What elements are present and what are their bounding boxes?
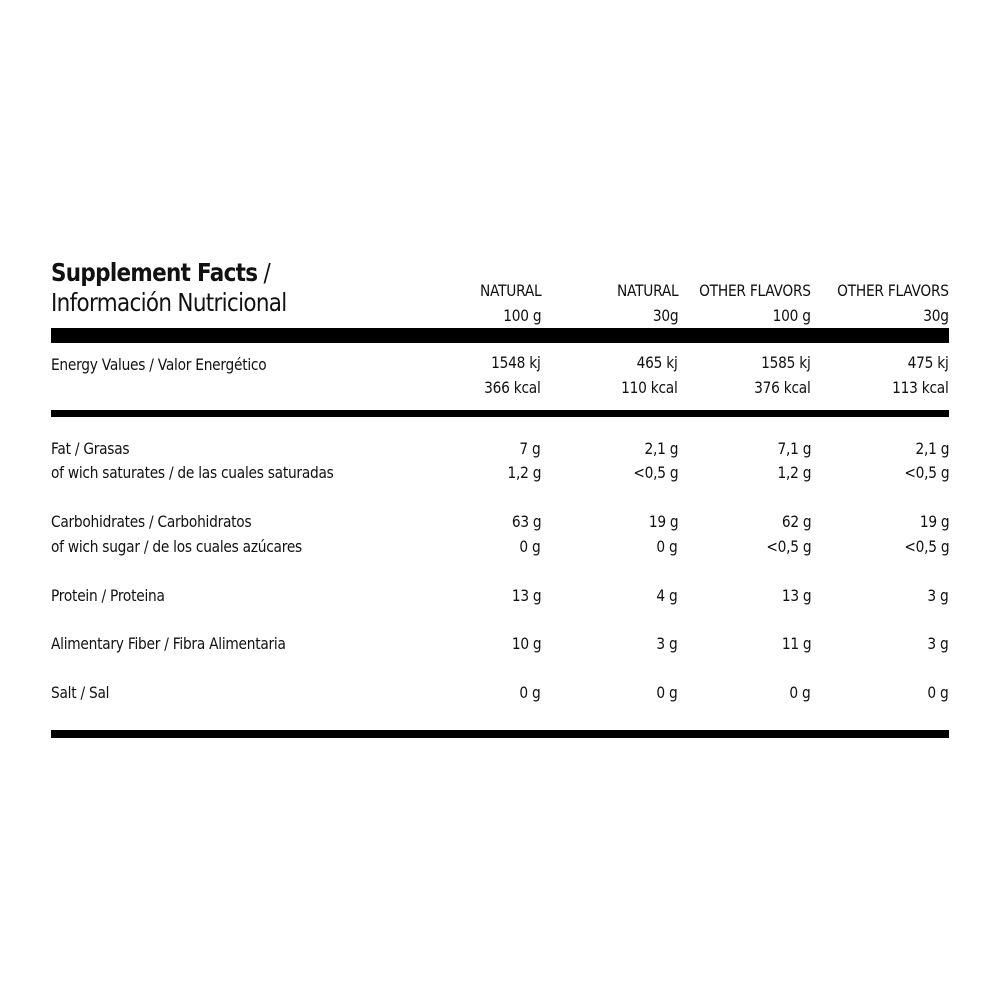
value-text: 4 g <box>656 586 678 605</box>
title-slash: / <box>257 258 271 287</box>
column-header-other-30g <box>819 278 949 328</box>
nutrient-value <box>626 460 678 485</box>
nutrient-value <box>516 436 541 461</box>
value-text: <0,5 g <box>904 463 949 482</box>
value-text: 0 g <box>519 683 541 702</box>
nutrient-value <box>639 436 678 461</box>
nutrient-value <box>924 583 949 608</box>
value-text: 63 g <box>511 512 541 531</box>
value-text: 1,2 g <box>777 463 811 482</box>
nutrient-value <box>653 534 678 559</box>
value-text: 11 g <box>781 634 811 653</box>
nutrient-value <box>653 680 678 705</box>
value-text: 13 g <box>781 586 811 605</box>
nutrient-value <box>644 509 678 534</box>
nutrient-value <box>759 534 811 559</box>
energy-value <box>475 350 541 400</box>
nutrient-value <box>772 436 811 461</box>
value-text: 10 g <box>511 634 541 653</box>
column-flavor: OTHER FLAVORS <box>699 281 811 300</box>
energy-value <box>883 350 949 400</box>
nutrient-value <box>507 583 541 608</box>
energy-kcal: 376 kcal <box>754 378 811 397</box>
nutrient-value <box>897 460 949 485</box>
energy-kj: 1548 kj <box>491 353 541 372</box>
column-flavor: OTHER FLAVORS <box>837 281 949 300</box>
energy-label: Energy Values / Valor Energético <box>51 355 267 374</box>
value-text: <0,5 g <box>766 537 811 556</box>
energy-kcal: 110 kcal <box>621 378 678 397</box>
energy-kcal: 113 kcal <box>892 378 949 397</box>
energy-kj: 1585 kj <box>761 353 811 372</box>
nutrient-value <box>924 680 949 705</box>
column-header-other-100g <box>681 278 811 328</box>
nutrient-label-fat: Fat / Grasas <box>51 439 130 458</box>
nutrient-label-protein: Protein / Proteina <box>51 586 165 605</box>
column-size: 30g <box>923 306 949 325</box>
nutrient-value <box>924 631 949 656</box>
value-text: 3 g <box>927 586 949 605</box>
value-text: 0 g <box>927 683 949 702</box>
value-text: 62 g <box>781 512 811 531</box>
nutrient-value <box>777 583 811 608</box>
header-divider-bar <box>51 328 949 343</box>
value-text: 19 g <box>919 512 949 531</box>
nutrient-value <box>915 509 949 534</box>
value-text: <0,5 g <box>904 537 949 556</box>
energy-divider-bar <box>51 410 949 417</box>
energy-kj: 465 kj <box>637 353 678 372</box>
value-text: 1,2 g <box>507 463 541 482</box>
nutrient-value <box>772 460 811 485</box>
nutrient-value <box>507 631 541 656</box>
value-text: 7 g <box>519 439 541 458</box>
label-title <box>51 258 287 318</box>
nutrient-label-saturates: of wich saturates / de las cuales saturadas <box>51 463 334 482</box>
nutrient-label-fiber: Alimentary Fiber / Fibra Alimentaria <box>51 634 286 653</box>
nutrient-value <box>897 534 949 559</box>
energy-kcal: 366 kcal <box>484 378 541 397</box>
nutrient-value <box>653 631 678 656</box>
value-text: 0 g <box>519 537 541 556</box>
value-text: <0,5 g <box>633 463 678 482</box>
nutrient-label-carbohydrates: Carbohidrates / Carbohidratos <box>51 512 252 531</box>
nutrient-value <box>653 583 678 608</box>
nutrient-value <box>502 460 541 485</box>
nutrient-label-sugar: of wich sugar / de los cuales azúcares <box>51 537 302 556</box>
column-flavor: NATURAL <box>479 281 541 300</box>
nutrient-value <box>786 680 811 705</box>
value-text: 0 g <box>789 683 811 702</box>
nutrient-value <box>777 509 811 534</box>
value-text: 7,1 g <box>777 439 811 458</box>
value-text: 13 g <box>511 586 541 605</box>
column-header-natural-100g <box>470 278 541 328</box>
value-text: 2,1 g <box>915 439 949 458</box>
bottom-divider-bar <box>51 730 949 738</box>
energy-kj: 475 kj <box>908 353 949 372</box>
value-text: 0 g <box>656 537 678 556</box>
nutrient-value <box>507 509 541 534</box>
nutrient-value <box>516 680 541 705</box>
value-text: 3 g <box>656 634 678 653</box>
value-text: 0 g <box>656 683 678 702</box>
column-size: 30g <box>652 306 678 325</box>
energy-value <box>745 350 811 400</box>
column-header-natural-30g <box>607 278 678 328</box>
value-text: 2,1 g <box>644 439 678 458</box>
column-size: 100 g <box>502 306 541 325</box>
title-english: Supplement Facts <box>51 258 258 287</box>
nutrient-value <box>516 534 541 559</box>
title-line-1 <box>51 258 287 288</box>
value-text: 19 g <box>648 512 678 531</box>
column-size: 100 g <box>772 306 811 325</box>
nutrient-value <box>910 436 949 461</box>
value-text: 3 g <box>927 634 949 653</box>
nutrient-label-salt: Salt / Sal <box>51 683 110 702</box>
nutrient-value <box>777 631 811 656</box>
title-line-2: Información Nutricional <box>51 288 287 317</box>
energy-value <box>612 350 678 400</box>
column-flavor: NATURAL <box>616 281 678 300</box>
